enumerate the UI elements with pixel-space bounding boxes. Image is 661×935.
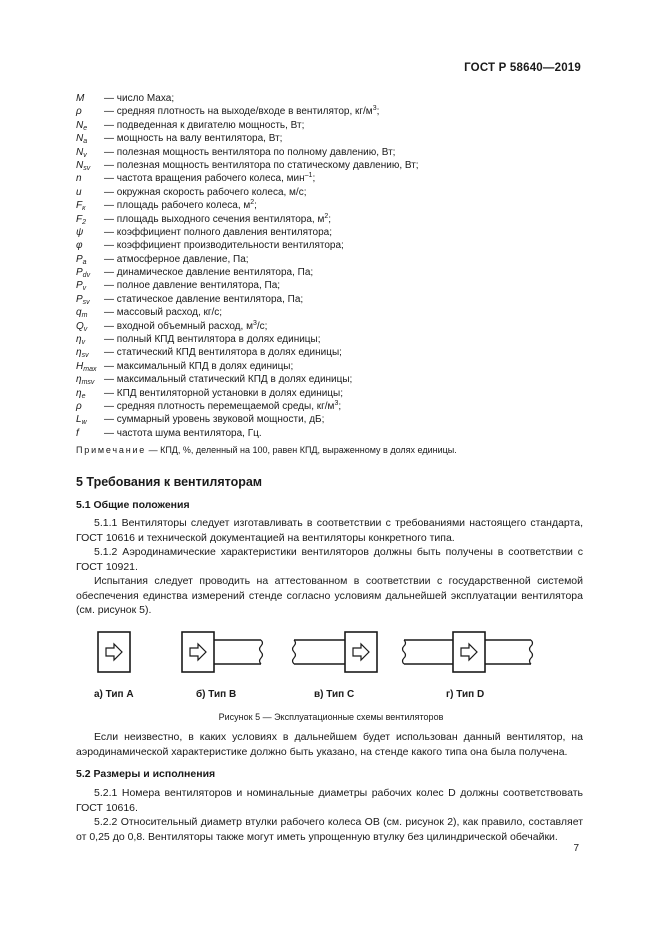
symbol bbox=[76, 306, 104, 319]
description-text: — подведенная к двигателю мощность, Вт; bbox=[104, 119, 305, 131]
symbol bbox=[76, 387, 104, 400]
symbol-row bbox=[76, 132, 576, 145]
symbol bbox=[76, 413, 104, 426]
symbol bbox=[76, 239, 104, 252]
symbol-row bbox=[76, 413, 576, 426]
description-text: — полный КПД вентилятора в долях единицы; bbox=[104, 334, 321, 346]
description-text: — атмосферное давление, Па; bbox=[104, 253, 249, 265]
symbol-letter: f bbox=[76, 427, 79, 439]
symbol-row bbox=[76, 172, 576, 185]
symbol-description bbox=[104, 254, 249, 265]
symbol-letter: u bbox=[76, 186, 82, 198]
symbol bbox=[76, 119, 104, 132]
note-text: — КПД, %, деленный на 100, равен КПД, выраженному в долях единицы. bbox=[146, 445, 457, 455]
subsection-title-5-1: 5.1 Общие положения bbox=[76, 499, 190, 511]
symbol bbox=[76, 266, 104, 279]
symbol-row bbox=[76, 213, 576, 226]
symbol-row bbox=[76, 159, 576, 172]
symbol-row bbox=[76, 253, 576, 266]
description-text: — КПД вентиляторной установки в долях единицы; bbox=[104, 387, 343, 399]
description-text: — число Маха; bbox=[104, 93, 175, 104]
description-text: — полезная мощность вентилятора по статическому давлению, Вт; bbox=[104, 159, 419, 171]
symbol-description bbox=[104, 93, 174, 104]
symbol-description bbox=[104, 401, 341, 412]
unit-superscript: 2 bbox=[250, 199, 255, 207]
symbol bbox=[76, 199, 104, 212]
description-text: — мощность на валу вентилятора, Вт; bbox=[104, 133, 283, 145]
figure-label-type-a: а) Тип А bbox=[94, 689, 134, 700]
symbol-letter: P bbox=[76, 293, 83, 305]
symbol bbox=[76, 172, 104, 185]
symbol-subscript: v bbox=[83, 325, 88, 333]
description-text: — массовый расход, кг/с; bbox=[104, 307, 223, 319]
symbol-letter: P bbox=[76, 253, 83, 265]
description-tail: ; bbox=[312, 173, 316, 185]
symbol-letter: η bbox=[76, 347, 82, 359]
symbol-letter: φ bbox=[76, 240, 83, 252]
description-tail: /с; bbox=[256, 320, 268, 332]
symbol-letter: F bbox=[76, 213, 83, 225]
symbol-letter: η bbox=[76, 387, 82, 399]
description-text: — коэффициент производительности вентилятора; bbox=[104, 240, 344, 252]
symbol bbox=[76, 92, 104, 105]
symbol-description bbox=[104, 147, 395, 158]
description-text: — полное давление вентилятора, Па; bbox=[104, 280, 281, 292]
symbol-row bbox=[76, 105, 576, 118]
symbol-description bbox=[104, 106, 379, 117]
symbol-subscript: 2 bbox=[82, 218, 87, 226]
document-header-standard: ГОСТ Р 58640—2019 bbox=[464, 62, 581, 74]
paragraph-5-1-2-tests: Испытания следует проводить на аттестованном в соответствии с государственной системой обеспечения единства измерений стенде согласно условиям дальнейшей эксплуатации вентилятора (см. рисунок 5). bbox=[76, 575, 583, 616]
symbol-description bbox=[104, 240, 344, 251]
symbol-description bbox=[104, 227, 332, 238]
symbol-letter: ρ bbox=[76, 400, 82, 412]
symbol-description bbox=[104, 347, 342, 358]
symbol-subscript: max bbox=[83, 365, 97, 373]
symbol-row bbox=[76, 92, 576, 105]
symbol bbox=[76, 373, 104, 386]
symbol-subscript: msv bbox=[81, 379, 95, 387]
symbol bbox=[76, 105, 104, 118]
symbol-row bbox=[76, 186, 576, 199]
description-text: — максимальный статический КПД в долях единицы; bbox=[104, 374, 353, 386]
symbol-subscript: v bbox=[83, 151, 87, 159]
description-tail: ; bbox=[254, 200, 257, 212]
symbol bbox=[76, 293, 104, 306]
description-text: — динамическое давление вентилятора, Па; bbox=[104, 267, 314, 279]
symbol-subscript: a bbox=[82, 258, 87, 266]
description-tail: ; bbox=[328, 213, 332, 225]
symbol bbox=[76, 279, 104, 292]
symbol-description bbox=[104, 428, 262, 439]
description-text: — средняя плотность на выходе/входе в вентилятор, кг/м bbox=[104, 106, 373, 118]
symbol-subscript: e bbox=[83, 124, 88, 132]
symbol-row bbox=[76, 239, 576, 252]
unit-superscript: 3 bbox=[334, 399, 339, 407]
description-text: — статическое давление вентилятора, Па; bbox=[104, 293, 304, 305]
description-text: — окружная скорость рабочего колеса, м/с; bbox=[104, 186, 307, 198]
symbol-row bbox=[76, 387, 576, 400]
description-text: — площадь рабочего колеса, м bbox=[104, 200, 251, 212]
section-title: 5 Требования к вентиляторам bbox=[76, 475, 263, 489]
description-text: — входной объемный расход, м bbox=[104, 320, 253, 332]
symbol-letter: ρ bbox=[76, 106, 82, 118]
figure-caption: Рисунок 5 — Эксплуатационные схемы вентиляторов bbox=[218, 712, 444, 722]
symbol bbox=[76, 253, 104, 266]
symbol bbox=[76, 427, 104, 440]
symbol-row bbox=[76, 266, 576, 279]
symbol-letter: n bbox=[76, 173, 82, 185]
description-text: — суммарный уровень звуковой мощности, дБ; bbox=[104, 414, 325, 426]
symbol-row bbox=[76, 119, 576, 132]
symbol-letter: H bbox=[76, 360, 84, 372]
symbol-row bbox=[76, 320, 576, 333]
symbol bbox=[76, 360, 104, 373]
symbol-description bbox=[104, 214, 331, 225]
description-text: — статический КПД вентилятора в долях единицы; bbox=[104, 347, 342, 359]
symbol-row bbox=[76, 226, 576, 239]
symbol-description bbox=[104, 388, 343, 399]
symbol-letter: η bbox=[76, 334, 82, 346]
symbol-description bbox=[104, 160, 419, 171]
symbol-row bbox=[76, 279, 576, 292]
symbol bbox=[76, 213, 104, 226]
symbol-subscript: w bbox=[81, 419, 87, 427]
symbol-subscript: sv bbox=[83, 164, 91, 172]
description-text: — коэффициент полного давления вентилятора; bbox=[104, 226, 332, 238]
symbol bbox=[76, 333, 104, 346]
symbol-description bbox=[104, 200, 257, 211]
paragraph-after-figure: Если неизвестно, в каких условиях в дальнейшем будет использован данный вентилятор, на аэродинамической характеристике должно быть указано, на стенде какого типа она была получена. bbox=[76, 731, 583, 758]
description-tail: ; bbox=[376, 106, 380, 118]
figure-5-diagram bbox=[76, 620, 586, 690]
symbol-description bbox=[104, 294, 303, 305]
description-text: — максимальный КПД в долях единицы; bbox=[104, 360, 294, 372]
unit-superscript: –1 bbox=[304, 172, 313, 180]
figure-label-type-d: г) Тип D bbox=[446, 689, 485, 700]
symbol-description bbox=[104, 173, 315, 184]
paragraph-5-2-1: 5.2.1 Номера вентиляторов и номинальные диаметры рабочих колес D должны соответствовать ГОСТ 10616. bbox=[76, 787, 583, 814]
symbol-letter: M bbox=[76, 93, 85, 104]
symbol bbox=[76, 132, 104, 145]
symbol-subscript: v bbox=[81, 339, 86, 347]
symbol bbox=[76, 186, 104, 199]
symbol-row bbox=[76, 146, 576, 159]
description-text: — частота шума вентилятора, Гц. bbox=[104, 427, 262, 439]
symbol-letter: N bbox=[76, 159, 84, 171]
symbol-row bbox=[76, 400, 576, 413]
symbol-row bbox=[76, 199, 576, 212]
symbol-letter: L bbox=[76, 414, 82, 426]
subsection-title-5-2: 5.2 Размеры и исполнения bbox=[76, 768, 216, 780]
description-text: — частота вращения рабочего колеса, мин bbox=[104, 173, 305, 185]
symbol-row bbox=[76, 360, 576, 373]
symbol-description bbox=[104, 361, 293, 372]
symbol-subscript: e bbox=[81, 392, 86, 400]
unit-superscript: 3 bbox=[252, 319, 257, 327]
symbol-description bbox=[104, 280, 280, 291]
symbol-row bbox=[76, 346, 576, 359]
symbol bbox=[76, 159, 104, 172]
description-text: — площадь выходного сечения вентилятора, м bbox=[104, 213, 325, 225]
symbol-letter: P bbox=[76, 267, 83, 279]
paragraph-5-1-1: 5.1.1 Вентиляторы следует изготавливать в соответствии с требованиями настоящего стандарта, ГОСТ 10616 и технической документацией на вентиляторы конкретного типа. bbox=[76, 517, 583, 544]
symbol-description bbox=[104, 414, 324, 425]
symbol-subscript: sv bbox=[81, 352, 89, 360]
symbol-description bbox=[104, 307, 222, 318]
symbol-letter: ψ bbox=[76, 226, 84, 238]
note-label: Примечание bbox=[76, 445, 147, 455]
symbol-letter: N bbox=[76, 133, 84, 145]
symbol-row bbox=[76, 293, 576, 306]
symbol-subscript: sv bbox=[82, 298, 90, 306]
symbol-letter: F bbox=[76, 200, 83, 212]
symbol bbox=[76, 346, 104, 359]
figure-label-type-c: в) Тип С bbox=[314, 689, 355, 700]
symbol-subscript: к bbox=[82, 205, 86, 213]
paragraph-5-1-2: 5.1.2 Аэродинамические характеристики вентиляторов должны быть получены в соответствии с ГОСТ 10921. bbox=[76, 546, 583, 573]
symbol-description bbox=[104, 267, 313, 278]
symbol bbox=[76, 320, 104, 333]
paragraph-5-2-2: 5.2.2 Относительный диаметр втулки рабочего колеса ОВ (см. рисунок 2), как правило, составляет от 0,25 до 0,8. Вентиляторы также могут иметь упрощенную втулку без цилиндрической обечайки. bbox=[76, 816, 583, 843]
note bbox=[76, 445, 457, 455]
symbol-description bbox=[104, 321, 267, 332]
symbol-letter: q bbox=[76, 307, 82, 319]
symbol-row bbox=[76, 427, 576, 440]
symbol-letter: N bbox=[76, 119, 84, 131]
symbol-description bbox=[104, 133, 282, 144]
symbol-row bbox=[76, 333, 576, 346]
symbol-row bbox=[76, 306, 576, 319]
unit-superscript: 2 bbox=[324, 212, 329, 220]
symbol-letter: N bbox=[76, 146, 84, 158]
symbol-description bbox=[104, 187, 307, 198]
symbol-description bbox=[104, 334, 321, 345]
symbol-row bbox=[76, 373, 576, 386]
description-text: — полезная мощность вентилятора по полному давлению, Вт; bbox=[104, 146, 396, 158]
page-number: 7 bbox=[573, 843, 579, 854]
symbol-subscript: a bbox=[83, 138, 88, 146]
symbol-letter: η bbox=[76, 374, 82, 386]
figure-5 bbox=[76, 620, 586, 730]
symbol-description bbox=[104, 374, 352, 385]
symbol bbox=[76, 146, 104, 159]
description-tail: ; bbox=[338, 400, 342, 412]
symbol bbox=[76, 226, 104, 239]
symbol-description bbox=[104, 120, 304, 131]
symbol-subscript: dv bbox=[82, 272, 91, 280]
symbol-subscript: v bbox=[82, 285, 87, 293]
symbol-list bbox=[76, 92, 576, 440]
symbol-subscript: m bbox=[81, 312, 88, 320]
description-text: — средняя плотность перемещаемой среды, кг/м bbox=[104, 400, 335, 412]
unit-superscript: 3 bbox=[372, 105, 377, 113]
symbol bbox=[76, 400, 104, 413]
symbol-letter: Q bbox=[76, 320, 84, 332]
figure-label-type-b: б) Тип В bbox=[196, 689, 237, 700]
symbol-letter: P bbox=[76, 280, 83, 292]
